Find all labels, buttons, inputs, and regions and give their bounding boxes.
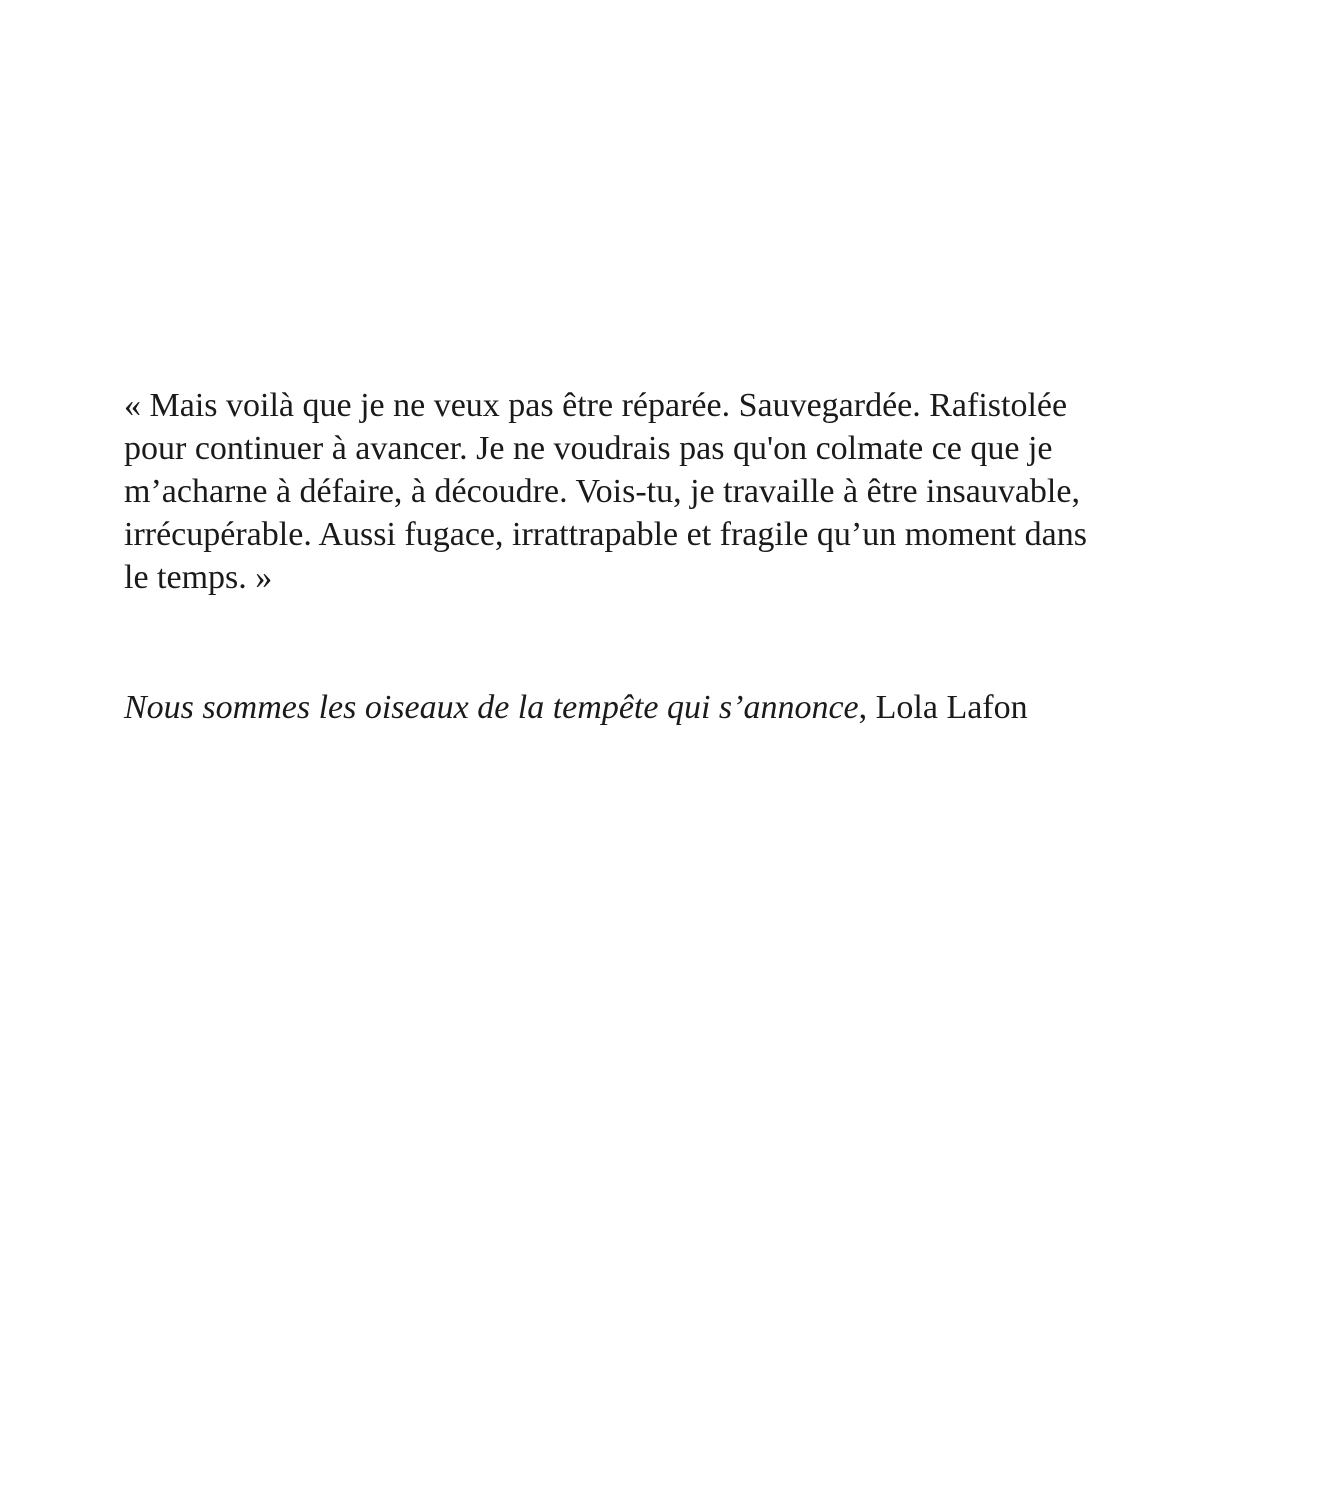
attribution xyxy=(124,686,1028,729)
attribution-separator: , xyxy=(858,689,876,726)
book-title: Nous sommes les oiseaux de la tempête qui s’annonce xyxy=(124,689,859,726)
author-name: Lola Lafon xyxy=(875,689,1028,726)
quote-line: irrécupérable. Aussi fugace, irrattrapable et fragile qu’un moment dans xyxy=(124,516,1087,553)
quote-text xyxy=(124,384,1254,599)
quote-line: m’acharne à défaire, à découdre. Vois-tu, je travaille à être insauvable, xyxy=(124,473,1080,510)
quote-line: « Mais voilà que je ne veux pas être réparée. Sauvegardée. Rafistolée xyxy=(124,387,1068,424)
quote-line: le temps. » xyxy=(124,559,273,596)
quote-line: pour continuer à avancer. Je ne voudrais pas qu'on colmate ce que je xyxy=(124,430,1053,467)
